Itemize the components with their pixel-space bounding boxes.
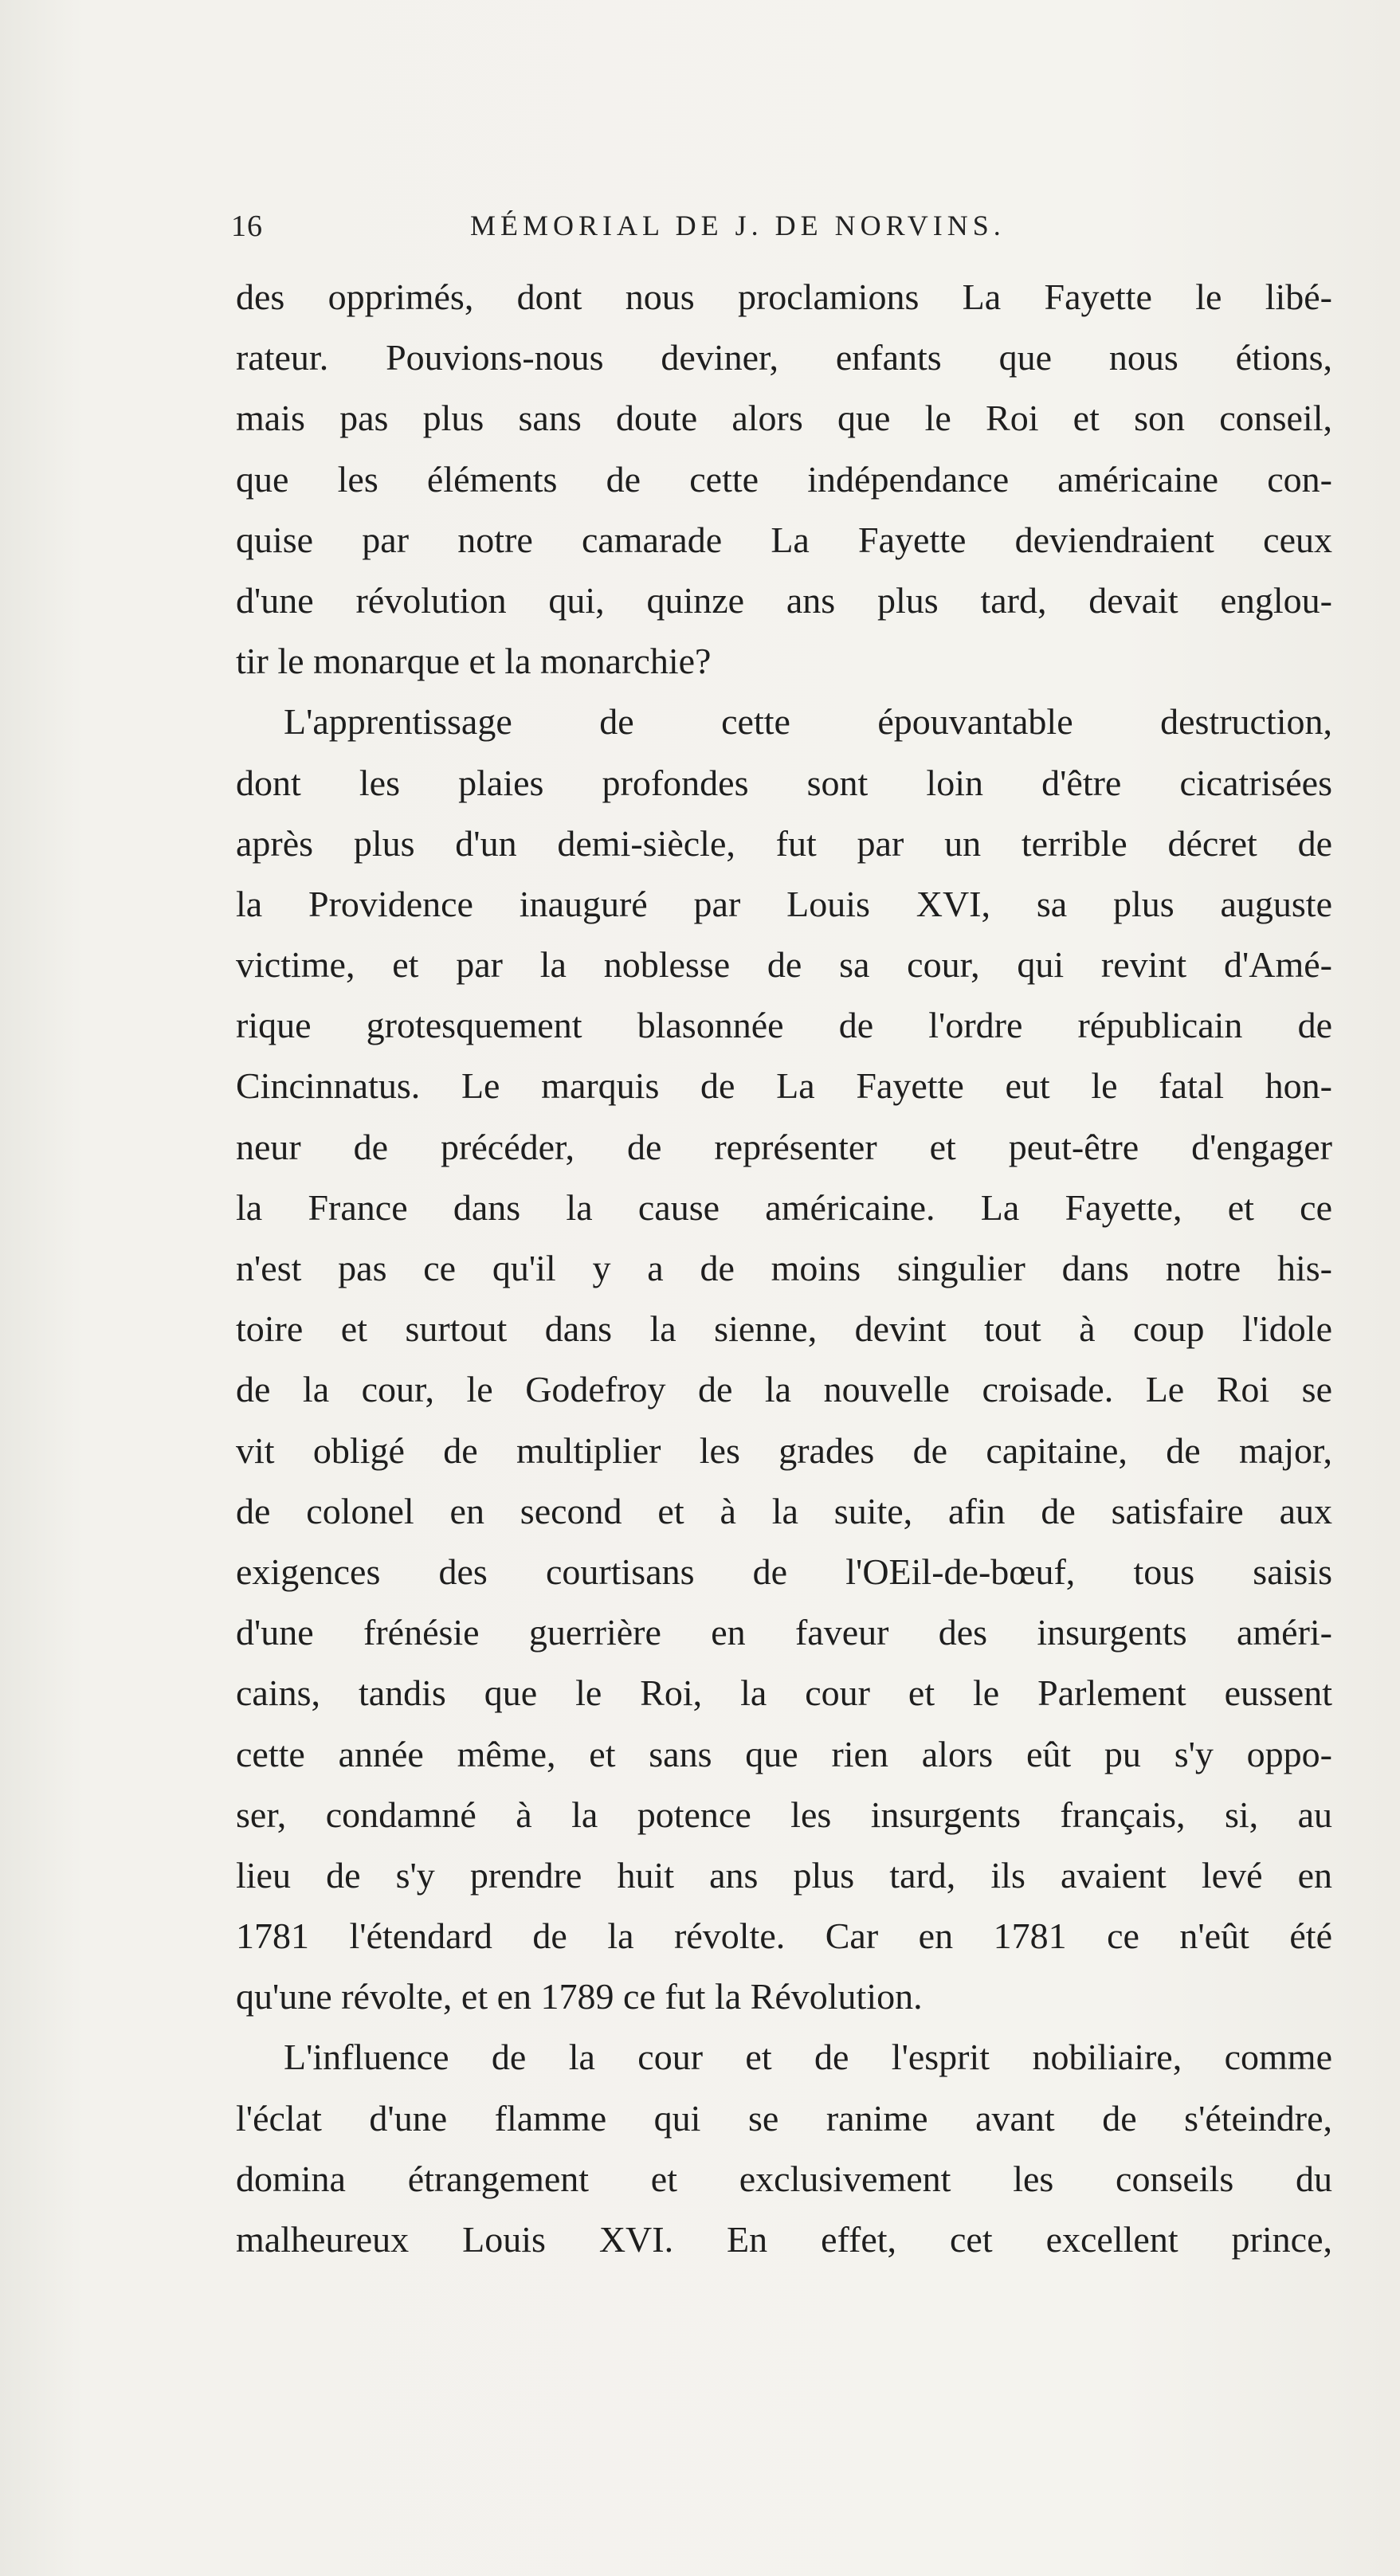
- page-number: 16: [231, 210, 263, 243]
- paragraph-2: [236, 692, 1332, 2027]
- text-line: que les éléments de cette indépendance américaine con-: [236, 458, 1332, 500]
- text-line: exigences des courtisans de l'OEil-de-bœuf, tous saisis: [236, 1551, 1332, 1592]
- text-line: domina étrangement et exclusivement les conseils du: [236, 2158, 1332, 2199]
- text-line: rique grotesquement blasonnée de l'ordre républicain de: [236, 1005, 1332, 1046]
- text-line: de colonel en second et à la suite, afin de satisfaire aux: [236, 1490, 1332, 1531]
- text-line: vit obligé de multiplier les grades de capitaine, de major,: [236, 1429, 1332, 1471]
- paragraph-1: [236, 267, 1332, 692]
- text-line: d'une frénésie guerrière en faveur des insurgents améri-: [236, 1612, 1332, 1653]
- text-line: tir le monarque et la monarchie?: [236, 641, 712, 682]
- text-line: quise par notre camarade La Fayette deviendraient ceux: [236, 519, 1332, 560]
- text-line: 1781 l'étendard de la révolte. Car en 1781 ce n'eût été: [236, 1915, 1332, 1957]
- text-line: toire et surtout dans la sienne, devint tout à coup l'idole: [236, 1308, 1332, 1350]
- text-line: la Providence inauguré par Louis XVI, sa plus auguste: [236, 883, 1332, 924]
- text-line: dont les plaies profondes sont loin d'être cicatrisées: [236, 762, 1332, 803]
- text-line: ser, condamné à la potence les insurgents français, si, au: [236, 1794, 1332, 1835]
- text-line: de la cour, le Godefroy de la nouvelle croisade. Le Roi se: [236, 1369, 1332, 1410]
- text-line: lieu de s'y prendre huit ans plus tard, ils avaient levé en: [236, 1854, 1332, 1896]
- body-text: [236, 267, 1332, 2270]
- text-line: L'apprentissage de cette épouvantable destruction,: [284, 701, 1332, 743]
- text-line: victime, et par la noblesse de sa cour, qui revint d'Amé-: [236, 944, 1332, 986]
- text-line: neur de précéder, de représenter et peut-être d'engager: [236, 1126, 1332, 1167]
- paragraph-3: [236, 2027, 1332, 2270]
- text-line: mais pas plus sans doute alors que le Roi et son conseil,: [236, 398, 1332, 439]
- text-line: après plus d'un demi-siècle, fut par un terrible décret de: [236, 822, 1332, 864]
- text-line: Cincinnatus. Le marquis de La Fayette eut le fatal hon-: [236, 1065, 1332, 1107]
- text-line: qu'une révolte, et en 1789 ce fut la Révolution.: [236, 1976, 923, 2017]
- text-line: la France dans la cause américaine. La Fayette, et ce: [236, 1186, 1332, 1228]
- text-line: cette année même, et sans que rien alors eût pu s'y oppo-: [236, 1733, 1332, 1774]
- page-header: [231, 209, 1347, 257]
- text-line: d'une révolution qui, quinze ans plus tard, devait englou-: [236, 579, 1332, 621]
- text-line: n'est pas ce qu'il y a de moins singulier dans notre his-: [236, 1248, 1332, 1288]
- text-line: L'influence de la cour et de l'esprit nobiliaire, comme: [284, 2037, 1332, 2078]
- text-line: cains, tandis que le Roi, la cour et le Parlement eussent: [236, 1672, 1332, 1714]
- text-line: des opprimés, dont nous proclamions La Fayette le libé-: [236, 276, 1332, 317]
- text-line: l'éclat d'une flamme qui se ranime avant de s'éteindre,: [236, 2097, 1332, 2139]
- running-title: MÉMORIAL DE J. DE NORVINS.: [470, 210, 1006, 241]
- text-line: malheureux Louis XVI. En effet, cet excellent prince,: [236, 2219, 1332, 2260]
- text-line: rateur. Pouvions-nous deviner, enfants que nous étions,: [236, 337, 1332, 378]
